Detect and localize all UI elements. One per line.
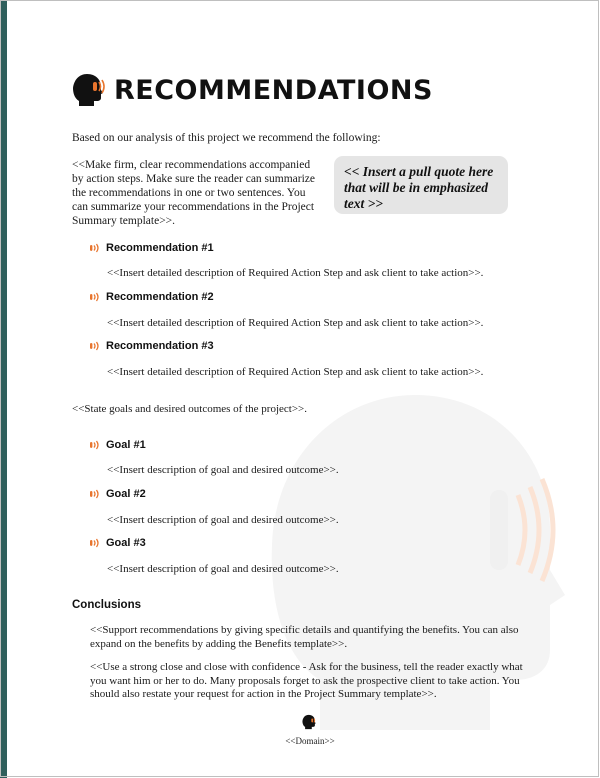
- goal-title: Goal #3: [106, 537, 146, 549]
- page-title: RECOMMENDATIONS: [114, 74, 433, 106]
- recommendation-title: Recommendation #1: [106, 242, 214, 254]
- page-header: [72, 73, 433, 107]
- goal-title: Goal #2: [106, 488, 146, 500]
- footer-logo-icon: [302, 714, 318, 730]
- recommendation-description: <<Insert detailed description of Required Action Step and ask client to take action>>.: [107, 267, 484, 279]
- signal-bullet-icon: [90, 440, 100, 450]
- recommendation-description: <<Insert detailed description of Required Action Step and ask client to take action>>.: [107, 366, 484, 378]
- goals-intro: <<State goals and desired outcomes of the project>>.: [72, 403, 307, 415]
- signal-bullet-icon: [90, 243, 100, 253]
- conclusion-paragraph: <<Support recommendations by giving specific details and quantifying the benefits. You can also expand on the benefits by adding the Benefits template>>.: [90, 624, 519, 650]
- recommendation-heading: [90, 291, 214, 303]
- signal-bullet-icon: [90, 538, 100, 548]
- goal-heading: [90, 439, 146, 451]
- page-footer: [270, 714, 350, 749]
- recommendation-description: <<Insert detailed description of Required Action Step and ask client to take action>>.: [107, 317, 484, 329]
- recommendation-title: Recommendation #3: [106, 340, 214, 352]
- goal-heading: [90, 537, 146, 549]
- recommendation-title: Recommendation #2: [106, 291, 214, 303]
- goal-description: <<Insert description of goal and desired outcome>>.: [107, 464, 339, 476]
- recommendation-heading: [90, 242, 214, 254]
- signal-bullet-icon: [90, 341, 100, 351]
- signal-bullet-icon: [90, 292, 100, 302]
- signal-bullet-icon: [90, 489, 100, 499]
- conclusion-paragraph: <<Use a strong close and close with confidence - Ask for the business, tell the reader exactly what you want him or her to do. Many proposals forget to ask the prospective client to take action. You should also restate your request for action in the Project Summary template>>.: [90, 661, 523, 700]
- recommendation-heading: [90, 340, 214, 352]
- lead-paragraph: <<Make firm, clear recommendations accompanied by action steps. Make sure the reader can summarize the recommendations in one or two sentences. You can summarize your recommendations in the Project Summary template>>.: [72, 159, 315, 227]
- goal-title: Goal #1: [106, 439, 146, 451]
- pull-quote: << Insert a pull quote here that will be in emphasized text >>: [334, 156, 508, 214]
- footer-domain: <<Domain>>: [285, 736, 335, 746]
- goal-description: <<Insert description of goal and desired outcome>>.: [107, 514, 339, 526]
- goal-description: <<Insert description of goal and desired outcome>>.: [107, 563, 339, 575]
- intro-text: Based on our analysis of this project we recommend the following:: [72, 132, 381, 144]
- conclusions-heading: Conclusions: [72, 599, 142, 611]
- head-with-signal-icon: [72, 73, 108, 107]
- goal-heading: [90, 488, 146, 500]
